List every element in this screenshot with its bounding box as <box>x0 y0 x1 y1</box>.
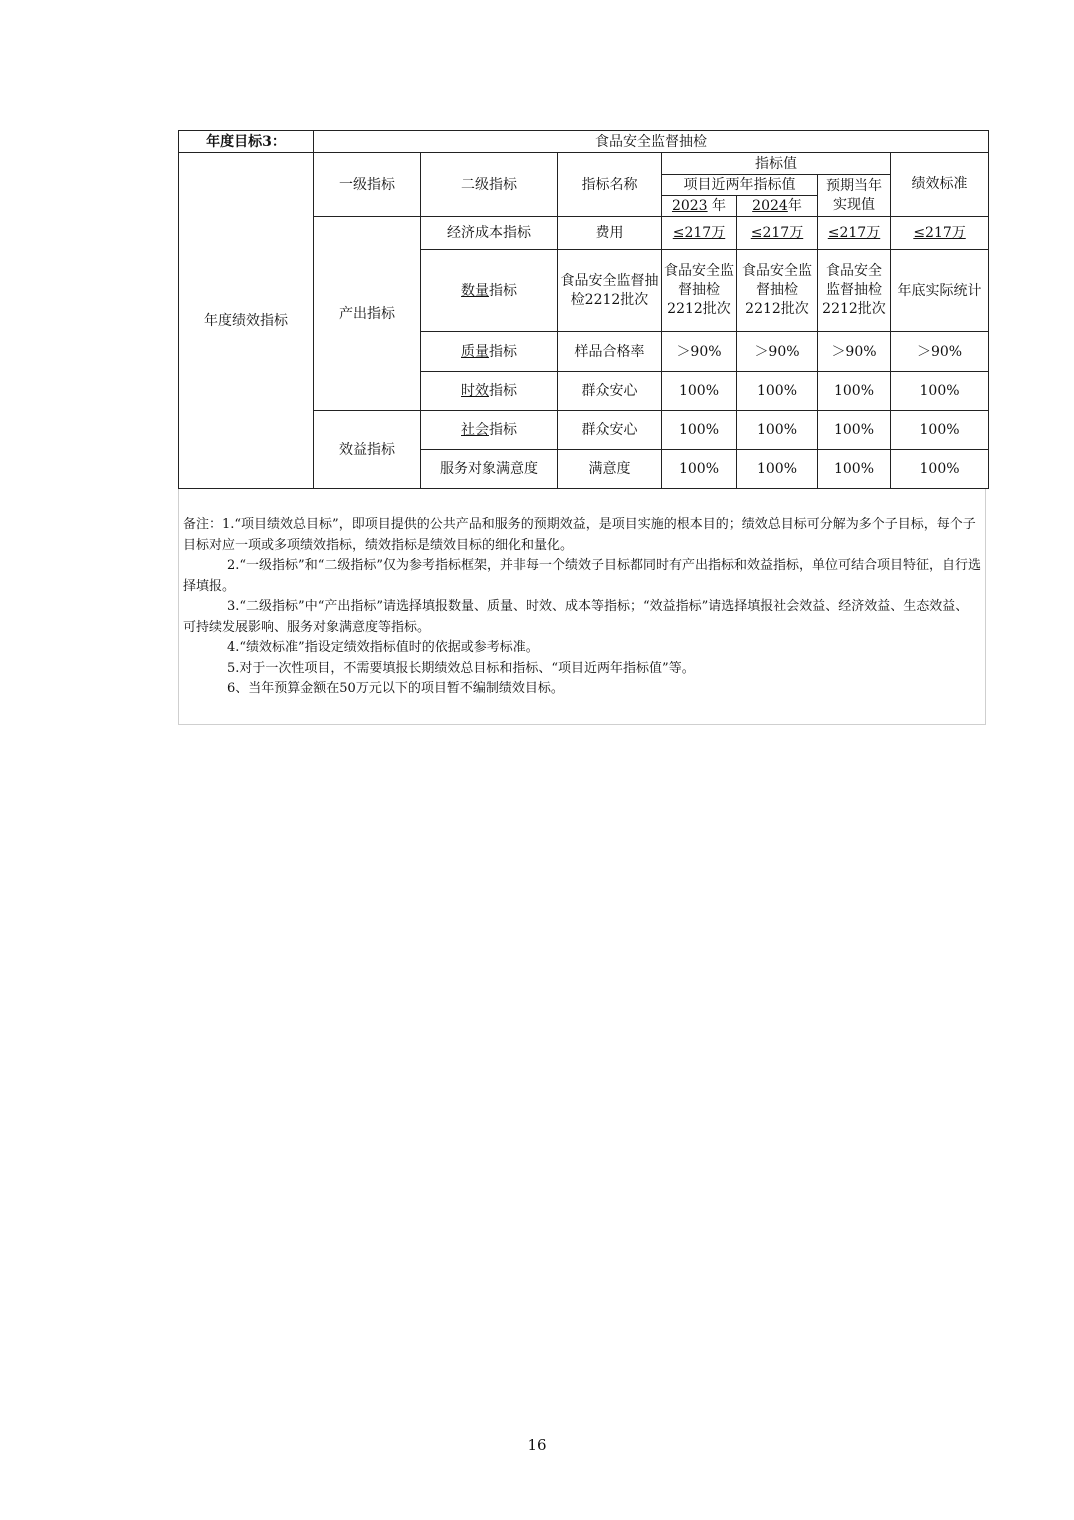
row-expected: ≤217万 <box>818 217 891 250</box>
performance-table <box>178 130 989 489</box>
row-expected: 100% <box>818 372 891 411</box>
header-recent: 项目近两年指标值 <box>662 175 818 196</box>
note-item: 4.“绩效标准”指设定绩效指标值时的依据或参考标准。 <box>227 640 539 655</box>
notes-section <box>178 489 986 725</box>
row-l2 <box>421 332 558 372</box>
row-y2023: ≤217万 <box>662 217 737 250</box>
header-year-2024 <box>737 196 818 217</box>
goal-text: 食品安全监督抽检 <box>314 131 989 153</box>
row-l2 <box>421 372 558 411</box>
group-output: 产出指标 <box>314 217 421 411</box>
header-standard: 绩效标准 <box>891 153 989 217</box>
row-standard: ≤217万 <box>891 217 989 250</box>
section-label: 年度绩效指标 <box>179 153 314 489</box>
row-y2023: 食品安全监督抽检2212批次 <box>662 250 737 332</box>
row-l2: 服务对象满意度 <box>421 450 558 489</box>
header-name: 指标名称 <box>558 153 662 217</box>
header-value: 指标值 <box>662 153 891 175</box>
performance-sheet <box>178 130 988 725</box>
row-l2: 经济成本指标 <box>421 217 558 250</box>
row-expected: 100% <box>818 450 891 489</box>
row-standard: 100% <box>891 372 989 411</box>
row-name: 群众安心 <box>558 411 662 450</box>
note-item: 6、当年预算金额在50万元以下的项目暂不编制绩效目标。 <box>227 681 564 696</box>
row-standard: 年底实际统计 <box>891 250 989 332</box>
row-l2-underlined: 时效 <box>461 383 489 399</box>
header-expected: 预期当年实现值 <box>818 175 891 217</box>
row-y2024: 食品安全监督抽检2212批次 <box>737 250 818 332</box>
header-year-2023 <box>662 196 737 217</box>
year-2023-unit: 年 <box>707 198 727 214</box>
row-standard: 100% <box>891 411 989 450</box>
row-l2-underlined: 质量 <box>461 343 489 360</box>
header-level1: 一级指标 <box>314 153 421 217</box>
goal-label: 年度目标3： <box>179 131 314 153</box>
row-expected: 100% <box>818 411 891 450</box>
note-item: 3.“二级指标”中“产出指标”请选择填报数量、质量、时效、成本等指标；“效益指标”请选择填报社会效益、经济效益、生态效益、可持续发展影响、服务对象满意度等指标。 <box>183 599 969 635</box>
row-standard: ＞90% <box>891 332 989 372</box>
row-y2024: 100% <box>737 372 818 411</box>
row-l2-rest: 指标 <box>489 343 517 360</box>
row-name: 费用 <box>558 217 662 250</box>
row-name: 样品合格率 <box>558 332 662 372</box>
row-l2-rest: 指标 <box>489 422 517 438</box>
row-name: 群众安心 <box>558 372 662 411</box>
row-l2-rest: 指标 <box>489 383 517 399</box>
row-l2 <box>421 250 558 332</box>
row-y2024: ≤217万 <box>737 217 818 250</box>
row-l2-underlined: 社会 <box>461 422 489 438</box>
note-item: 备注：1.“项目绩效总目标”，即项目提供的公共产品和服务的预期效益，是项目实施的根本目的；绩效总目标可分解为多个子目标，每个子目标对应一项或多项绩效指标，绩效指标是绩效目标的细化和量化。 <box>183 517 976 553</box>
row-name: 食品安全监督抽检2212批次 <box>558 250 662 332</box>
page-number: 16 <box>527 1436 547 1454</box>
row-expected: ＞90% <box>818 332 891 372</box>
header-level2: 二级指标 <box>421 153 558 217</box>
year-2023-value: 2023 <box>671 198 708 214</box>
row-standard: 100% <box>891 450 989 489</box>
row-y2023: 100% <box>662 450 737 489</box>
row-l2 <box>421 411 558 450</box>
row-y2024: 100% <box>737 411 818 450</box>
row-l2-underlined: 数量 <box>461 282 489 299</box>
note-item: 5.对于一次性项目，不需要填报长期绩效总目标和指标、“项目近两年指标值”等。 <box>227 660 695 676</box>
row-y2024: ＞90% <box>737 332 818 372</box>
row-l2-rest: 指标 <box>489 282 517 299</box>
year-2024-value: 2024 <box>752 198 788 214</box>
row-y2023: ＞90% <box>662 332 737 372</box>
row-name: 满意度 <box>558 450 662 489</box>
year-2024-unit: 年 <box>787 198 802 214</box>
row-y2024: 100% <box>737 450 818 489</box>
row-expected: 食品安全监督抽检2212批次 <box>818 250 891 332</box>
note-item: 2.“一级指标”和“二级指标”仅为参考指标框架，并非每一个绩效子目标都同时有产出指标和效益指标，单位可结合项目特征，自行选择填报。 <box>183 558 981 594</box>
group-benefit: 效益指标 <box>314 411 421 489</box>
row-y2023: 100% <box>662 372 737 411</box>
row-y2023: 100% <box>662 411 737 450</box>
goal-row <box>179 131 989 153</box>
header-row <box>179 153 989 175</box>
